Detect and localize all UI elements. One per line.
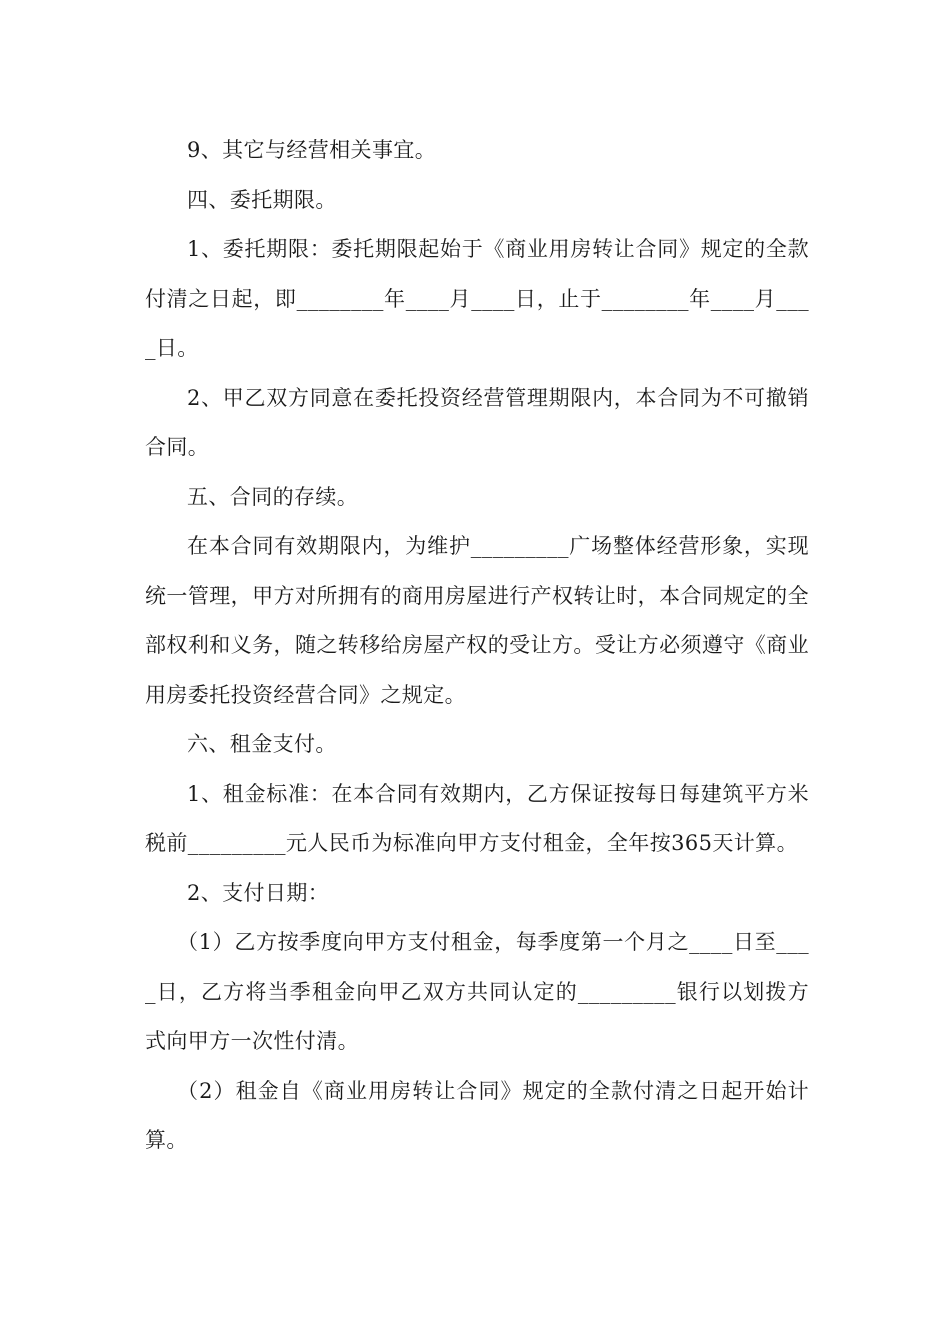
paragraph-irrevocable: 2、甲乙双方同意在委托投资经营管理期限内，本合同为不可撤销合同。 xyxy=(145,385,809,459)
paragraph-continuation: 在本合同有效期限内，为维护_________广场整体经营形象，实现统一管理，甲方对所拥有的商用房屋进行产权转让时，本合同规定的全部权利和义务，随之转移给房屋产权的受让方。受让方必须遵守《商业用房委托投资经营合同》之规定。 xyxy=(145,534,809,707)
paragraph-payment-date-heading: 2、支付日期： xyxy=(187,880,330,905)
paragraph-item-9: 9、其它与经营相关事宜。 xyxy=(187,138,437,162)
section-heading-term: 四、委托期限。 xyxy=(187,187,337,212)
section-heading-rent-payment: 六、租金支付。 xyxy=(187,732,337,756)
paragraph-rent-start: （2）租金自《商业用房转让合同》规定的全款付清之日起开始计算。 xyxy=(145,1078,809,1152)
paragraph-payment-quarterly: （1）乙方按季度向甲方支付租金，每季度第一个月之____日至____日，乙方将当季租金向甲乙双方共同认定的_________银行以划拨方式向甲方一次性付清。 xyxy=(145,930,809,1053)
paragraph-rent-standard: 1、租金标准：在本合同有效期内，乙方保证按每日每建筑平方米税前_________元人民币为标准向甲方支付租金，全年按365天计算。 xyxy=(145,781,809,855)
section-heading-continuation: 五、合同的存续。 xyxy=(187,484,359,509)
document-body xyxy=(145,126,809,1166)
paragraph-term-period: 1、委托期限：委托期限起始于《商业用房转让合同》规定的全款付清之日起，即________年____月____日，止于________年____月____日。 xyxy=(145,237,809,360)
